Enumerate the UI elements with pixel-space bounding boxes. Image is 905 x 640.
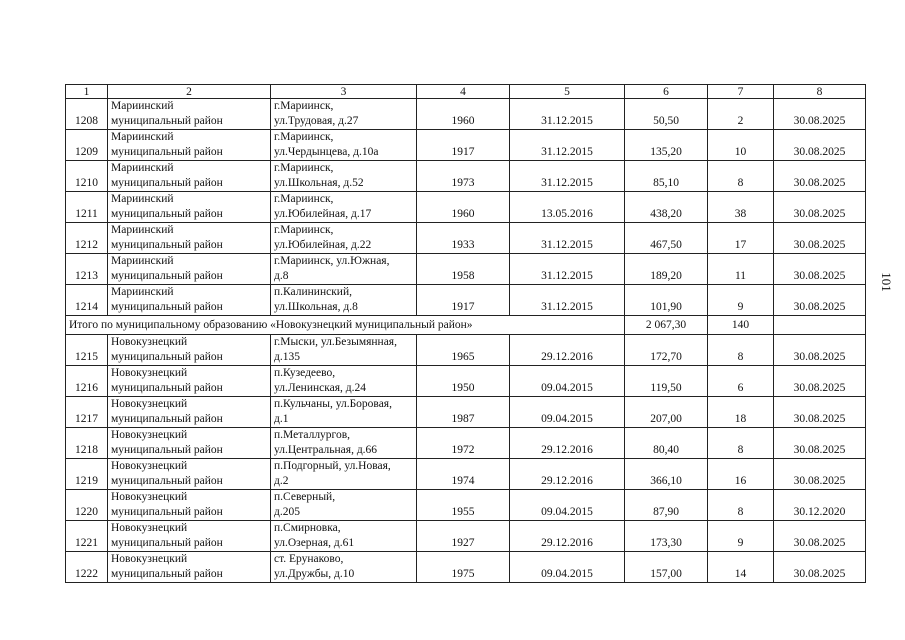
total-row (66, 316, 866, 335)
district-cell-line: муниципальный район (111, 146, 223, 158)
address-cell-line: г.Мариинск, (274, 224, 334, 236)
district-cell-line: Новокузнецкий (111, 460, 188, 472)
row-number-cell: 1215 (66, 335, 108, 366)
address-cell (271, 192, 417, 223)
district-cell-line: муниципальный район (111, 301, 223, 313)
date-cell: 31.12.2015 (510, 285, 625, 316)
address-cell (271, 130, 417, 161)
year-cell: 1958 (417, 254, 510, 285)
address-cell-line: ул.Дружбы, д.10 (274, 568, 355, 580)
row-number-cell: 1217 (66, 397, 108, 428)
year-cell: 1975 (417, 552, 510, 583)
column-header: 3 (271, 85, 417, 99)
area-cell: 119,50 (625, 366, 708, 397)
table-row (66, 254, 866, 285)
address-cell-line: г.Мариинск, (274, 131, 334, 143)
address-cell-line: ул.Школьная, д.8 (274, 301, 358, 313)
address-cell-line: г.Мариинск, (274, 162, 334, 174)
district-cell (108, 285, 271, 316)
people-cell: 11 (708, 254, 774, 285)
table-row (66, 521, 866, 552)
table-row (66, 397, 866, 428)
area-cell: 172,70 (625, 335, 708, 366)
year-cell: 1917 (417, 285, 510, 316)
date-cell: 13.05.2016 (510, 192, 625, 223)
district-cell-line: Новокузнецкий (111, 491, 188, 503)
deadline-cell: 30.12.2020 (774, 490, 866, 521)
area-cell: 87,90 (625, 490, 708, 521)
deadline-cell: 30.08.2025 (774, 254, 866, 285)
column-header: 5 (510, 85, 625, 99)
row-number-cell: 1218 (66, 428, 108, 459)
address-cell (271, 161, 417, 192)
district-cell-line: Мариинский (111, 224, 174, 236)
date-cell: 29.12.2016 (510, 459, 625, 490)
housing-table (65, 84, 866, 583)
people-cell: 17 (708, 223, 774, 254)
address-cell-line: п.Северный, (274, 491, 336, 503)
people-cell: 8 (708, 428, 774, 459)
address-cell (271, 397, 417, 428)
address-cell (271, 428, 417, 459)
row-number-cell: 1212 (66, 223, 108, 254)
row-number-cell: 1210 (66, 161, 108, 192)
district-cell-line: Новокузнецкий (111, 429, 188, 441)
district-cell-line: муниципальный район (111, 475, 223, 487)
district-cell (108, 397, 271, 428)
deadline-cell: 30.08.2025 (774, 552, 866, 583)
table-row (66, 285, 866, 316)
area-cell: 207,00 (625, 397, 708, 428)
row-number-cell: 1213 (66, 254, 108, 285)
district-cell (108, 130, 271, 161)
district-cell-line: муниципальный район (111, 413, 223, 425)
deadline-cell: 30.08.2025 (774, 366, 866, 397)
address-cell-line: ул.Школьная, д.52 (274, 177, 364, 189)
address-cell-line: г.Мариинск, (274, 100, 334, 112)
table-row (66, 130, 866, 161)
deadline-cell: 30.08.2025 (774, 285, 866, 316)
address-cell-line: ул.Юбилейная, д.17 (274, 208, 372, 220)
year-cell: 1973 (417, 161, 510, 192)
area-cell: 189,20 (625, 254, 708, 285)
deadline-cell: 30.08.2025 (774, 161, 866, 192)
deadline-cell: 30.08.2025 (774, 130, 866, 161)
year-cell: 1960 (417, 99, 510, 130)
row-number-cell: 1214 (66, 285, 108, 316)
people-cell: 9 (708, 285, 774, 316)
date-cell: 31.12.2015 (510, 223, 625, 254)
area-cell: 80,40 (625, 428, 708, 459)
district-cell-line: муниципальный район (111, 506, 223, 518)
row-number-cell: 1222 (66, 552, 108, 583)
row-number-cell: 1216 (66, 366, 108, 397)
column-header: 7 (708, 85, 774, 99)
people-cell: 10 (708, 130, 774, 161)
address-cell-line: ул.Чердынцева, д.10а (274, 146, 379, 158)
district-cell-line: муниципальный район (111, 351, 223, 363)
district-cell (108, 521, 271, 552)
district-cell-line: Новокузнецкий (111, 553, 188, 565)
district-cell-line: муниципальный район (111, 208, 223, 220)
area-cell: 135,20 (625, 130, 708, 161)
column-header: 2 (108, 85, 271, 99)
address-cell (271, 285, 417, 316)
row-number-cell: 1220 (66, 490, 108, 521)
address-cell-line: д.1 (274, 413, 289, 425)
date-cell: 09.04.2015 (510, 397, 625, 428)
address-cell (271, 490, 417, 521)
people-cell: 8 (708, 490, 774, 521)
column-header: 4 (417, 85, 510, 99)
row-number-cell: 1211 (66, 192, 108, 223)
area-cell: 157,00 (625, 552, 708, 583)
district-cell-line: муниципальный район (111, 537, 223, 549)
address-cell-line: д.2 (274, 475, 289, 487)
total-people: 140 (708, 316, 774, 335)
address-cell-line: г.Мыски, ул.Безымянная, (274, 336, 397, 348)
date-cell: 29.12.2016 (510, 521, 625, 552)
table-row (66, 490, 866, 521)
row-number-cell: 1208 (66, 99, 108, 130)
year-cell: 1974 (417, 459, 510, 490)
column-number-row (66, 85, 866, 99)
district-cell-line: Новокузнецкий (111, 367, 188, 379)
date-cell: 29.12.2016 (510, 428, 625, 459)
district-cell (108, 459, 271, 490)
address-cell (271, 552, 417, 583)
table-row (66, 335, 866, 366)
deadline-cell: 30.08.2025 (774, 521, 866, 552)
district-cell-line: муниципальный район (111, 239, 223, 251)
table-row (66, 428, 866, 459)
date-cell: 31.12.2015 (510, 130, 625, 161)
district-cell (108, 366, 271, 397)
people-cell: 14 (708, 552, 774, 583)
address-cell (271, 521, 417, 552)
deadline-cell: 30.08.2025 (774, 192, 866, 223)
district-cell (108, 254, 271, 285)
table-row (66, 459, 866, 490)
deadline-cell: 30.08.2025 (774, 223, 866, 254)
deadline-cell: 30.08.2025 (774, 335, 866, 366)
district-cell (108, 161, 271, 192)
people-cell: 18 (708, 397, 774, 428)
district-cell-line: муниципальный район (111, 382, 223, 394)
district-cell (108, 428, 271, 459)
total-empty (774, 316, 866, 335)
district-cell (108, 335, 271, 366)
address-cell (271, 459, 417, 490)
table-row (66, 223, 866, 254)
date-cell: 09.04.2015 (510, 552, 625, 583)
address-cell-line: ст. Ерунаково, (274, 553, 344, 565)
date-cell: 09.04.2015 (510, 366, 625, 397)
area-cell: 467,50 (625, 223, 708, 254)
address-cell-line: ул.Озерная, д.61 (274, 537, 355, 549)
people-cell: 38 (708, 192, 774, 223)
district-cell (108, 490, 271, 521)
date-cell: 09.04.2015 (510, 490, 625, 521)
address-cell-line: п.Металлургов, (274, 429, 351, 441)
district-cell-line: Мариинский (111, 286, 174, 298)
address-cell (271, 254, 417, 285)
address-cell-line: д.135 (274, 351, 300, 363)
address-cell-line: п.Подгорный, ул.Новая, (274, 460, 391, 472)
address-cell (271, 99, 417, 130)
year-cell: 1927 (417, 521, 510, 552)
district-cell-line: Мариинский (111, 193, 174, 205)
deadline-cell: 30.08.2025 (774, 459, 866, 490)
people-cell: 8 (708, 161, 774, 192)
district-cell-line: муниципальный район (111, 115, 223, 127)
column-header: 6 (625, 85, 708, 99)
year-cell: 1965 (417, 335, 510, 366)
district-cell-line: муниципальный район (111, 270, 223, 282)
area-cell: 438,20 (625, 192, 708, 223)
address-cell-line: д.205 (274, 506, 300, 518)
address-cell-line: д.8 (274, 270, 289, 282)
address-cell-line: п.Смирновка, (274, 522, 341, 534)
district-cell-line: муниципальный район (111, 444, 223, 456)
district-cell-line: Мариинский (111, 255, 174, 267)
date-cell: 31.12.2015 (510, 99, 625, 130)
district-cell-line: Мариинский (111, 162, 174, 174)
column-header: 1 (66, 85, 108, 99)
year-cell: 1950 (417, 366, 510, 397)
district-cell-line: муниципальный район (111, 568, 223, 580)
people-cell: 9 (708, 521, 774, 552)
district-cell-line: Новокузнецкий (111, 398, 188, 410)
address-cell (271, 335, 417, 366)
year-cell: 1960 (417, 192, 510, 223)
people-cell: 6 (708, 366, 774, 397)
district-cell-line: Мариинский (111, 131, 174, 143)
total-label: Итого по муниципальному образованию «Новокузнецкий муниципальный район» (66, 316, 625, 335)
district-cell (108, 99, 271, 130)
year-cell: 1987 (417, 397, 510, 428)
row-number-cell: 1209 (66, 130, 108, 161)
address-cell-line: ул.Трудовая, д.27 (274, 115, 359, 127)
row-number-cell: 1221 (66, 521, 108, 552)
date-cell: 31.12.2015 (510, 161, 625, 192)
table-body (66, 99, 866, 583)
address-cell-line: ул.Ленинская, д.24 (274, 382, 367, 394)
total-area: 2 067,30 (625, 316, 708, 335)
table-row (66, 366, 866, 397)
address-cell-line: ул.Центральная, д.66 (274, 444, 378, 456)
address-cell (271, 366, 417, 397)
year-cell: 1972 (417, 428, 510, 459)
table-row (66, 192, 866, 223)
page-number: 101 (878, 272, 894, 292)
column-header: 8 (774, 85, 866, 99)
district-cell (108, 192, 271, 223)
address-cell-line: г.Мариинск, ул.Южная, (274, 255, 390, 267)
date-cell: 29.12.2016 (510, 335, 625, 366)
area-cell: 50,50 (625, 99, 708, 130)
deadline-cell: 30.08.2025 (774, 99, 866, 130)
people-cell: 2 (708, 99, 774, 130)
district-cell (108, 223, 271, 254)
date-cell: 31.12.2015 (510, 254, 625, 285)
area-cell: 173,30 (625, 521, 708, 552)
year-cell: 1933 (417, 223, 510, 254)
district-cell-line: Новокузнецкий (111, 522, 188, 534)
district-cell-line: Мариинский (111, 100, 174, 112)
year-cell: 1917 (417, 130, 510, 161)
area-cell: 366,10 (625, 459, 708, 490)
district-cell-line: муниципальный район (111, 177, 223, 189)
table-row (66, 552, 866, 583)
address-cell-line: п.Кульчаны, ул.Боровая, (274, 398, 392, 410)
area-cell: 101,90 (625, 285, 708, 316)
deadline-cell: 30.08.2025 (774, 428, 866, 459)
address-cell (271, 223, 417, 254)
table-row (66, 99, 866, 130)
year-cell: 1955 (417, 490, 510, 521)
address-cell-line: г.Мариинск, (274, 193, 334, 205)
table-row (66, 161, 866, 192)
address-cell-line: ул.Юбилейная, д.22 (274, 239, 372, 251)
people-cell: 8 (708, 335, 774, 366)
people-cell: 16 (708, 459, 774, 490)
address-cell-line: п.Кузедеево, (274, 367, 336, 379)
deadline-cell: 30.08.2025 (774, 397, 866, 428)
district-cell-line: Новокузнецкий (111, 336, 188, 348)
address-cell-line: п.Калининский, (274, 286, 352, 298)
area-cell: 85,10 (625, 161, 708, 192)
district-cell (108, 552, 271, 583)
row-number-cell: 1219 (66, 459, 108, 490)
